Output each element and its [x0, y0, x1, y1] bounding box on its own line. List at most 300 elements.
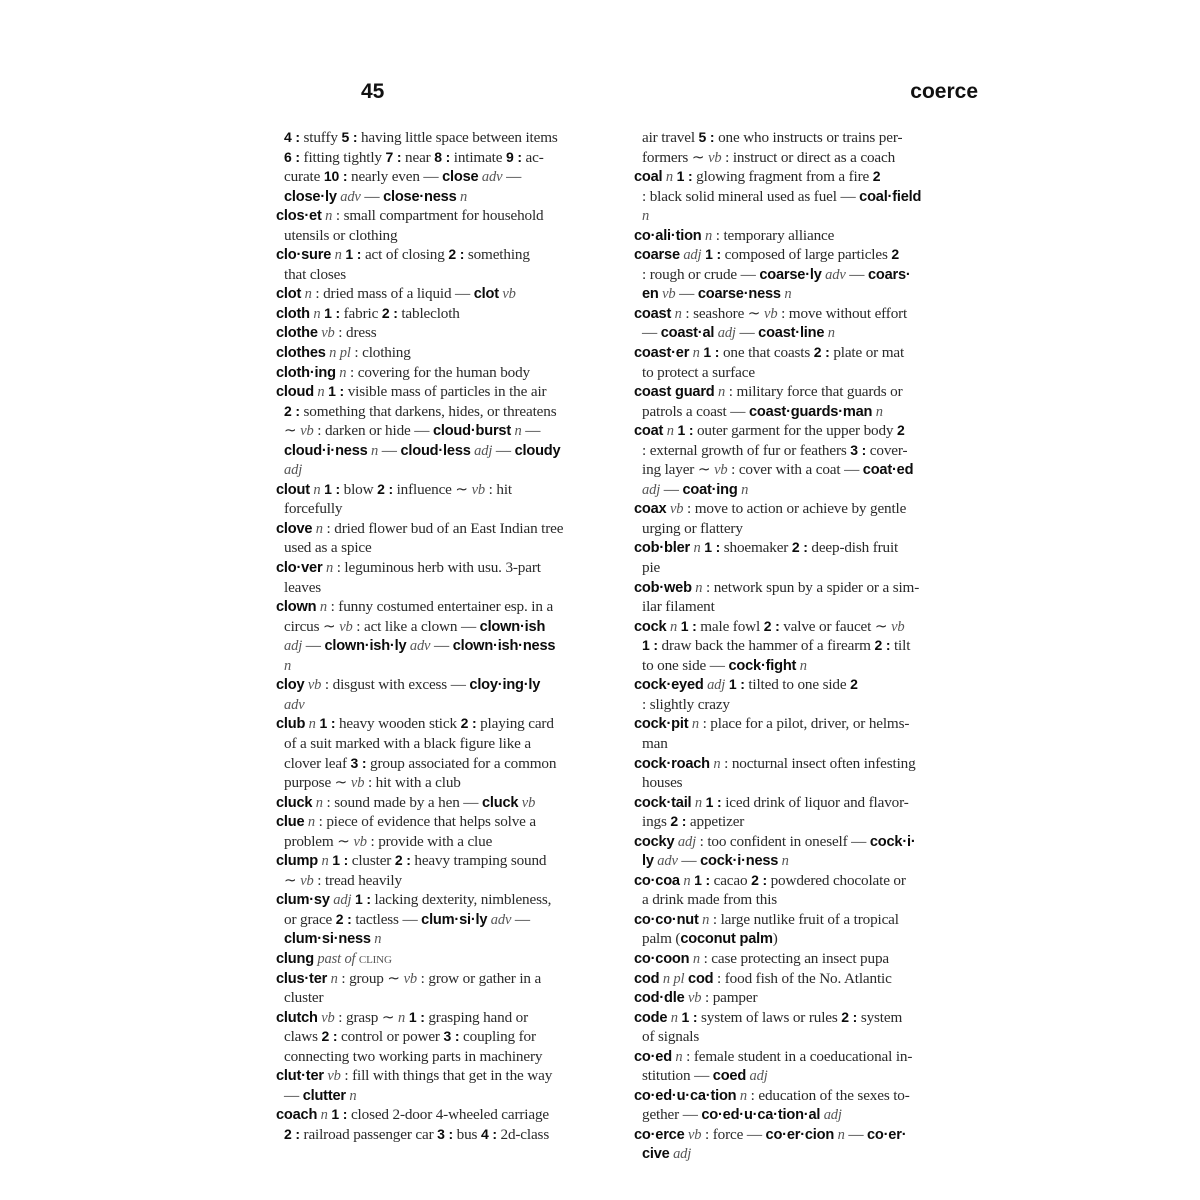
definition-text: : fill with things that get in the way — [340, 1067, 553, 1085]
sense-number: 2 — [872, 168, 881, 185]
definition-text: valve or faucet ∼ — [779, 617, 892, 635]
entry-continuation-line — [634, 1105, 980, 1125]
part-of-speech: adj — [703, 677, 726, 694]
definition-text: : hit — [485, 480, 512, 498]
definition-text: pie — [642, 559, 661, 577]
part-of-speech: adj — [820, 1107, 842, 1124]
headword: clout — [276, 481, 310, 498]
definition-text: connecting two working parts in machinery — [284, 1047, 543, 1065]
headword: coast·al — [660, 325, 715, 342]
headword: clown·ish·ly — [324, 638, 407, 655]
definition-text: appetizer — [686, 813, 745, 831]
definition-text: : covering for the human body — [346, 363, 530, 381]
definition-text: shoemaker — [720, 539, 792, 557]
definition-text: — — [378, 441, 401, 459]
definition-text: : act like a clown — — [352, 617, 480, 635]
definition-text: : leguminous herb with usu. 3-part — [333, 559, 541, 577]
entry-continuation-line — [276, 578, 622, 598]
guide-word: coerce — [910, 80, 978, 103]
entry-line — [634, 988, 980, 1008]
entry-line — [276, 519, 622, 539]
right-column — [634, 128, 980, 1164]
entry-continuation-line — [276, 226, 622, 246]
entry-line — [276, 1105, 622, 1125]
part-of-speech: n — [284, 657, 292, 674]
definition-text: heavy wooden stick — [335, 715, 461, 733]
part-of-speech: n — [736, 1087, 747, 1104]
headword: coconut palm — [680, 931, 773, 948]
part-of-speech: adj — [642, 481, 661, 498]
definition-text: ) — [772, 930, 778, 948]
definition-text: ilar filament — [642, 598, 715, 616]
headword: clus·ter — [276, 970, 328, 987]
definition-text: system — [857, 1008, 903, 1026]
definition-text: male fowl — [696, 617, 764, 635]
headword: cock·roach — [634, 755, 710, 772]
sense-number: 10 : — [323, 168, 348, 185]
definition-text: blow — [340, 480, 378, 498]
definition-text: glowing fragment from a fire — [692, 168, 873, 186]
headword: co·coa — [634, 872, 680, 889]
definition-text: ac- — [521, 148, 544, 166]
definition-text: : network spun by a spider or a sim- — [702, 578, 920, 596]
definition-text: to protect a surface — [642, 363, 755, 381]
definition-text: : female student in a coeducational in- — [682, 1047, 913, 1065]
part-of-speech: vb — [403, 970, 418, 987]
sense-number: 6 : — [284, 148, 300, 165]
definition-text: purpose ∼ — [284, 774, 351, 792]
headword: clung — [276, 950, 314, 967]
part-of-speech: vb — [300, 423, 314, 440]
definition-text: : food fish of the No. Atlantic — [713, 969, 892, 987]
headword: clutch — [276, 1009, 318, 1026]
sense-number: 2 : — [377, 480, 393, 497]
definition-text: control or power — [337, 1028, 444, 1046]
entry-line — [276, 597, 622, 617]
entry-continuation-line — [634, 323, 980, 343]
sense-number: 1 : — [704, 539, 721, 556]
entry-continuation-line — [634, 1144, 980, 1164]
definition-text: man — [642, 734, 668, 752]
definition-text: formers ∼ — [642, 148, 709, 166]
entry-continuation-line — [276, 910, 622, 930]
entry-line — [634, 578, 980, 598]
part-of-speech: n — [321, 208, 333, 225]
headword: clum·si·ly — [421, 911, 488, 928]
sense-number: 2 : — [284, 1125, 300, 1142]
headword: cob·web — [634, 579, 692, 596]
entry-line — [276, 480, 622, 500]
definition-text: system of laws or rules — [697, 1008, 842, 1026]
definition-text: — — [735, 324, 759, 342]
definition-text: : darken or hide — — [313, 422, 433, 440]
entry-line — [276, 363, 622, 383]
part-of-speech: adj — [714, 325, 736, 342]
entry-continuation-line — [276, 695, 622, 715]
definition-text: : external growth of fur or feathers — [642, 441, 851, 459]
entry-line — [634, 167, 980, 187]
part-of-speech: n — [322, 560, 334, 577]
entry-continuation-line — [276, 421, 622, 441]
definition-text: : piece of evidence that helps solve a — [314, 813, 537, 831]
entry-continuation-line — [276, 128, 622, 148]
sense-number: 3 : — [443, 1028, 460, 1045]
entry-continuation-line — [634, 597, 980, 617]
sense-number: 2 : — [751, 871, 767, 888]
entry-continuation-line — [276, 871, 622, 891]
headword: co·ed·u·ca·tion·al — [701, 1107, 821, 1124]
part-of-speech: vb — [658, 286, 676, 303]
part-of-speech: vb — [339, 618, 353, 635]
definition-text: cacao — [709, 871, 752, 889]
headword: cloud·burst — [432, 423, 511, 440]
definition-text: problem ∼ — [284, 832, 354, 850]
entry-line — [634, 245, 980, 265]
part-of-speech: vb — [714, 462, 728, 479]
headword: co·erce — [634, 1126, 685, 1143]
definition-text: something — [464, 246, 530, 264]
part-of-speech: vb — [891, 618, 905, 635]
headword: cloud·i·ness — [284, 442, 368, 459]
part-of-speech: n — [698, 911, 710, 928]
headword: cluck — [481, 794, 519, 811]
definition-text: ∼ — [284, 422, 301, 440]
entry-line — [276, 714, 622, 734]
entry-line — [634, 304, 980, 324]
definition-text: : funny costumed entertainer esp. in a — [326, 598, 554, 616]
part-of-speech: n — [305, 716, 316, 733]
sense-number: 3 : — [850, 441, 867, 458]
entry-line — [634, 910, 980, 930]
sense-number: 2 : — [394, 852, 411, 869]
definition-text: powdered chocolate or — [766, 871, 906, 889]
definition-text: closed 2-door 4-wheeled carriage — [347, 1106, 549, 1124]
part-of-speech: vb — [708, 149, 722, 166]
part-of-speech: n — [872, 403, 883, 420]
definition-text: urging or flattery — [642, 519, 743, 537]
headword: clue — [276, 814, 305, 831]
part-of-speech: adv — [478, 169, 503, 186]
entry-continuation-line — [276, 754, 622, 774]
headword: coach — [276, 1107, 318, 1124]
headword: coax — [634, 501, 667, 518]
definition-text: — — [302, 637, 325, 655]
part-of-speech: n — [309, 305, 321, 322]
definition-text: forcefully — [284, 500, 343, 518]
definition-text: playing card — [476, 715, 554, 733]
sense-number: 8 : — [434, 148, 451, 165]
headword: cloy — [276, 677, 305, 694]
page-header — [0, 80, 1200, 110]
part-of-speech: adv — [336, 188, 361, 205]
definition-text: near — [401, 148, 435, 166]
definition-text: grasping hand or — [424, 1008, 529, 1026]
definition-text: composed of large particles — [720, 246, 892, 264]
part-of-speech: adj — [470, 442, 493, 459]
definition-text: bus — [453, 1125, 481, 1143]
headword: close·ly — [284, 188, 337, 205]
entry-continuation-line — [634, 1066, 980, 1086]
headword: cock·i· — [869, 833, 916, 850]
headword: coast·er — [634, 345, 690, 362]
definition-text: stuffy — [299, 129, 342, 146]
part-of-speech: vb — [300, 872, 314, 889]
part-of-speech: n — [327, 970, 338, 987]
entry-continuation-line — [276, 187, 622, 207]
headword: clothes — [276, 345, 326, 362]
entry-continuation-line — [276, 1125, 622, 1145]
headword: clot — [276, 286, 302, 303]
entry-line — [634, 617, 980, 637]
entry-line — [634, 675, 980, 695]
definition-text: having little space between items — [357, 129, 558, 146]
definition-text: : hit with a club — [364, 774, 461, 792]
entry-line — [276, 949, 622, 969]
definition-text: palm ( — [642, 930, 681, 948]
entry-line — [276, 812, 622, 832]
part-of-speech: n — [313, 384, 325, 401]
definition-text: of a suit marked with a black figure like a — [284, 734, 532, 752]
sense-number: 1 : — [694, 871, 710, 888]
definition-text: stitution — — [642, 1067, 713, 1085]
definition-text: — — [677, 852, 701, 870]
definition-text: one who instructs or trains per- — [714, 129, 903, 146]
headword: co·er· — [867, 1126, 907, 1143]
entry-continuation-line — [634, 890, 980, 910]
entry-continuation-line — [276, 929, 622, 949]
headword: clo·ver — [276, 560, 323, 577]
part-of-speech: vb — [323, 1068, 341, 1085]
entry-line — [276, 245, 622, 265]
headword: co·co·nut — [634, 911, 699, 928]
sense-number: 4 : — [284, 129, 300, 145]
definition-text: — — [502, 168, 522, 186]
part-of-speech: vb — [350, 775, 365, 792]
sense-number: 1 : — [642, 637, 658, 654]
part-of-speech: n — [316, 599, 327, 616]
page-number: 45 — [361, 80, 385, 103]
entry-line — [634, 382, 980, 402]
definition-text: : cover with a coat — — [727, 461, 863, 479]
definition-text: : dried flower bud of an East Indian tree — [322, 519, 564, 537]
headword: cocky — [634, 833, 675, 850]
definition-text: : move without effort — [777, 304, 908, 322]
part-of-speech: n — [662, 169, 673, 186]
headword: coat·ed — [862, 462, 914, 479]
definition-text: — — [511, 910, 530, 928]
definition-text: : dried mass of a liquid — — [311, 285, 474, 303]
definition-text: ∼ — [284, 871, 301, 889]
definition-text: one that coasts — [719, 344, 814, 362]
part-of-speech: adj — [674, 833, 696, 850]
entry-continuation-line — [276, 773, 622, 793]
definition-text: something that darkens, hides, or threatens — [299, 402, 557, 420]
definition-text: : education of the sexes to- — [746, 1086, 910, 1104]
part-of-speech: n — [714, 384, 726, 401]
entry-line — [276, 558, 622, 578]
definition-text: to one side — — [642, 656, 729, 674]
headword: clump — [276, 853, 318, 870]
sense-number: 1 : — [354, 891, 371, 908]
entry-continuation-line — [634, 851, 980, 871]
definition-text: : nocturnal insect often infesting — [720, 754, 916, 772]
definition-text: : tread heavily — [313, 871, 402, 889]
entry-continuation-line — [276, 1027, 622, 1047]
definition-text: : too confident in oneself — — [695, 832, 870, 850]
entry-line — [634, 832, 980, 852]
definition-text: cluster — [348, 852, 395, 870]
entry-line — [276, 890, 622, 910]
part-of-speech: n — [688, 716, 699, 733]
definition-text: : seashore ∼ — [681, 304, 765, 322]
headword: cock·fight — [728, 657, 797, 674]
definition-text: : case protecting an insect pupa — [699, 949, 889, 967]
definition-text: : move to action or achieve by gentle — [683, 500, 907, 518]
headword: cloy·ing·ly — [469, 677, 541, 694]
headword: cock — [634, 618, 667, 635]
entry-line — [634, 343, 980, 363]
entry-line — [276, 1008, 622, 1028]
definition-text: tablecloth — [397, 304, 460, 322]
part-of-speech: n — [796, 657, 807, 674]
definition-text: houses — [642, 774, 683, 792]
entry-continuation-line — [634, 460, 980, 480]
part-of-speech: vb — [471, 481, 486, 498]
part-of-speech: past of — [313, 950, 359, 967]
entry-continuation-line — [276, 441, 622, 461]
entry-continuation-line — [276, 636, 622, 656]
headword: clown·ish·ness — [452, 638, 556, 655]
headword: cock·i·ness — [700, 853, 779, 870]
entry-continuation-line — [634, 148, 980, 168]
entry-continuation-line — [276, 734, 622, 754]
entry-line — [634, 1086, 980, 1106]
definition-text: clover leaf — [284, 754, 351, 772]
definition-text: ing layer ∼ — [642, 461, 715, 479]
definition-text: : place for a pilot, driver, or helms- — [698, 715, 910, 733]
entry-continuation-line — [634, 363, 980, 383]
sense-number: 1 : — [328, 383, 345, 400]
entry-line — [276, 675, 622, 695]
entry-line — [276, 343, 622, 363]
entry-line — [634, 949, 980, 969]
part-of-speech: vb — [684, 1126, 702, 1143]
definition-text: plate or mat — [829, 344, 905, 362]
definition-text: railroad passenger car — [299, 1125, 438, 1143]
sense-number: 1 : — [703, 344, 720, 361]
definition-text: — — [845, 265, 868, 283]
definition-text: : provide with a clue — [366, 832, 493, 850]
definition-text: : disgust with excess — — [321, 676, 470, 694]
sense-number: 1 : — [408, 1008, 425, 1025]
part-of-speech: n — [331, 247, 342, 264]
headword: cloudy — [514, 442, 561, 459]
part-of-speech: n — [312, 520, 323, 537]
part-of-speech: adv — [487, 911, 512, 928]
headword: cluck — [276, 794, 313, 811]
definition-text: : clothing — [350, 344, 411, 362]
part-of-speech: n — [691, 579, 703, 596]
definition-text: : slightly crazy — [642, 695, 730, 713]
entry-continuation-line — [634, 441, 980, 461]
part-of-speech: vb — [684, 990, 702, 1007]
part-of-speech: n — [304, 814, 315, 831]
sense-number: 3 : — [437, 1125, 454, 1142]
definition-text: tilted to one side — [744, 676, 851, 694]
sense-number: 2 : — [791, 539, 808, 556]
part-of-speech: n — [778, 853, 789, 870]
entry-continuation-line — [276, 1047, 622, 1067]
sense-number: 3 : — [350, 754, 367, 771]
entry-line — [634, 754, 980, 774]
entry-continuation-line — [634, 656, 980, 676]
definition-text: — — [360, 187, 384, 205]
sense-number: 1 : — [345, 246, 362, 263]
entry-line — [276, 304, 622, 324]
part-of-speech: n — [671, 305, 682, 322]
sense-number: 1 : — [680, 617, 697, 634]
entry-continuation-line — [276, 1086, 622, 1106]
definition-text: used as a spice — [284, 539, 372, 557]
entry-continuation-line — [634, 265, 980, 285]
entry-line — [634, 538, 980, 558]
definition-text: : pamper — [701, 989, 758, 1007]
definition-text: heavy tramping sound — [410, 852, 547, 870]
part-of-speech: n — [309, 481, 321, 498]
part-of-speech: vb — [304, 677, 322, 694]
headword: coat·ing — [682, 481, 738, 498]
part-of-speech: vb — [498, 286, 516, 303]
sense-number: 1 : — [332, 852, 349, 869]
headword: co·er·cion — [765, 1126, 835, 1143]
definition-text: 2d-class — [496, 1125, 550, 1143]
sense-number: 1 : — [705, 793, 722, 810]
definition-text: iced drink of liquor and flavor- — [721, 793, 909, 811]
definition-text: : instruct or direct as a coach — [721, 148, 896, 166]
headword: coast·guards·man — [748, 403, 873, 420]
sense-number: 2 — [897, 422, 905, 439]
definition-text: ings — [642, 813, 671, 831]
headword: coast·line — [758, 325, 825, 342]
sense-number: 1 : — [319, 715, 336, 732]
sense-number: 1 : — [728, 676, 745, 693]
entry-continuation-line — [634, 812, 980, 832]
headword: coarse·ness — [697, 286, 781, 303]
part-of-speech: adv — [284, 696, 305, 713]
definition-text: — — [521, 422, 541, 440]
headword: cod — [688, 970, 714, 987]
sense-number: 1 : — [331, 1106, 348, 1123]
definition-text: lacking dexterity, nimbleness, — [370, 891, 552, 909]
sense-number: 2 : — [381, 304, 398, 321]
definition-text: tactless — — [351, 910, 422, 928]
headword: clum·si·ness — [284, 931, 371, 948]
definition-text: : grasp ∼ — [334, 1008, 399, 1026]
headword: cloud — [276, 384, 314, 401]
sense-number: 7 : — [385, 148, 402, 165]
definition-text: utensils or clothing — [284, 226, 398, 244]
entry-continuation-line — [276, 656, 622, 676]
entry-continuation-line — [634, 636, 980, 656]
entry-line — [634, 1008, 980, 1028]
part-of-speech: n — [689, 540, 701, 557]
definition-text: that closes — [284, 265, 347, 283]
definition-text: — — [642, 324, 661, 342]
entry-continuation-line — [634, 929, 980, 949]
sense-number: 2 : — [460, 715, 477, 732]
part-of-speech: vb — [518, 794, 536, 811]
headword: en — [642, 286, 659, 303]
